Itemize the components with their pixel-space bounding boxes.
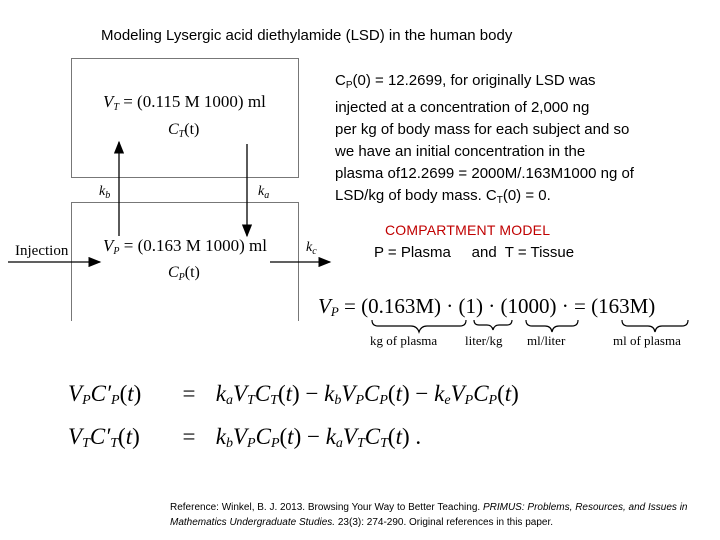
vp-term-1: (0.163M) (361, 294, 442, 318)
unit-kg-plasma: kg of plasma (370, 333, 438, 348)
vp-term-2: (1) (458, 294, 484, 318)
tissue-conc-label: $C_T(t)$ (168, 121, 200, 140)
plasma-conc-label: $C_P(t)$ (168, 264, 200, 283)
unit-ml-liter: ml/liter (527, 333, 566, 348)
paragraph-line-6: LSD/kg of body mass. $C_T(0) = 0$. (335, 187, 551, 206)
journal-title: PRIMUS: Problems, Resources, and Issues in Mathematics Undergraduate Studies. (170, 502, 688, 528)
paragraph-line-3: per kg of body mass for each subject and so (335, 121, 630, 138)
compartment-model-heading: COMPARTMENT MODEL (385, 222, 551, 238)
kc-label: $k_c$ (306, 240, 317, 257)
ka-label: $k_a$ (258, 184, 270, 201)
vp-term-3: (1000) (500, 294, 557, 318)
paragraph-line-4: we have an initial concentration in the (335, 143, 586, 160)
paragraph-line-1: $C_P(0) = 12.2699$, for originally LSD was (335, 72, 596, 91)
paragraph-line-5: plasma of12.2699 = 2000M/.163M1000 ng of (335, 165, 634, 182)
vp-term-4: (163M) (591, 294, 656, 318)
page-title: Modeling Lysergic acid diethylamide (LSD) in the human body (101, 27, 513, 44)
tissue-volume-label: $V_T = (0.115$ M 1000) ml (103, 92, 266, 113)
plasma-differential-equation: $V_PC'_P(t) = k_aV_TC_T(t) - k_bV_PC_P(t) - k_eV_PC_P(t)$ (68, 381, 519, 408)
vp-unit-equation: $V_P = (0.163M) \cdot (1) \cdot (1000)$ · = (163M) (318, 294, 656, 319)
tissue-differential-equation: $V_TC'_T(t) = k_bV_PC_P(t) - k_aV_TC_T(t)$ . (68, 424, 422, 451)
compartment-model-subtitle: P = Plasma and T = Tissue (374, 244, 575, 261)
paragraph-line-2: injected at a concentration of 2,000 ng (335, 99, 590, 116)
kb-label: $k_b$ (99, 184, 111, 201)
reference-citation: Reference: Winkel, B. J. 2013. Browsing Your Way to Better Teaching. PRIMUS: Problems, Resources, and Issues in Mathematics Undergraduate Studies. 23(3): 274-290. Original references in this paper. (170, 502, 688, 528)
plasma-volume-label: $V_P = (0.163$ M 1000) ml (103, 236, 267, 257)
injection-label: Injection (15, 243, 69, 259)
unit-liter-kg: liter/kg (465, 333, 503, 348)
unit-ml-plasma: ml of plasma (613, 333, 681, 348)
